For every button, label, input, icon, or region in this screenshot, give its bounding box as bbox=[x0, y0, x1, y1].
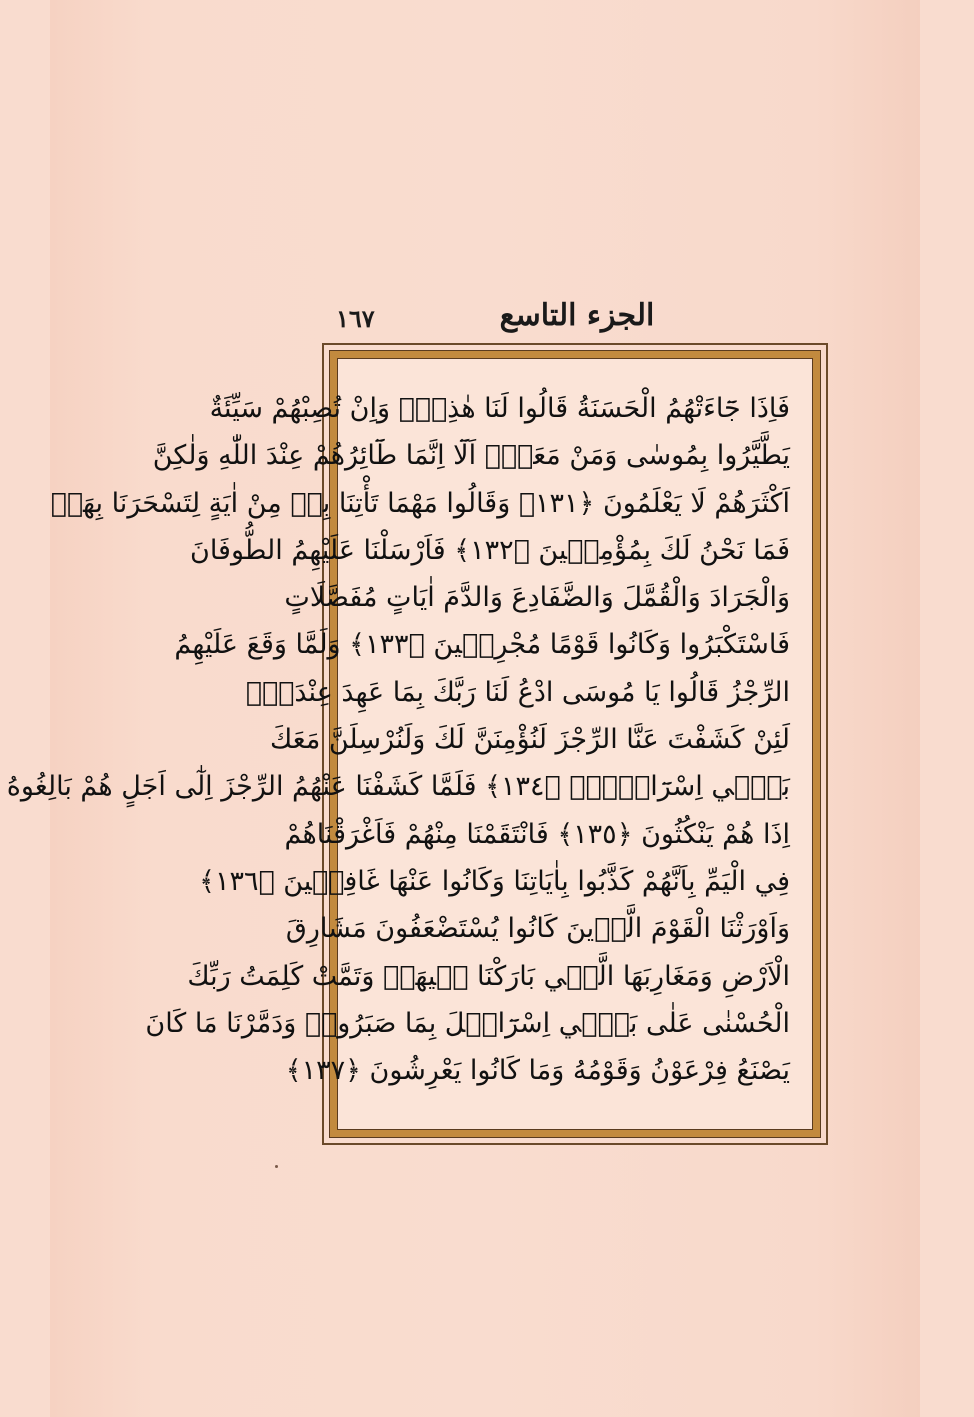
verse-line: يَطَّيَّرُوا بِمُوسٰى وَمَنْ مَعَهُۜ اَلَٓا اِنَّمَا طَٓائِرُهُمْ عِنْدَ اللّٰهِ وَلٰكِنَّ bbox=[152, 440, 790, 472]
verse-line: اَكْثَرَهُمْ لَا يَعْلَمُونَ ﴿١٣١﴾ وَقَالُوا مَهْمَا تَأْتِنَا بِهٖ مِنْ اٰيَةٍ لِتَسْحَرَنَا بِهَاۙ bbox=[50, 487, 790, 519]
verse-line: فَاسْتَكْبَرُوا وَكَانُوا قَوْمًا مُجْرِمٖينَ ﴿١٣٣﴾ وَلَمَّا وَقَعَ عَلَيْهِمُ bbox=[174, 629, 790, 661]
verse-line: فَمَا نَحْنُ لَكَ بِمُؤْمِنٖينَ ﴿١٣٢﴾ فَاَرْسَلْنَا عَلَيْهِمُ الطُّوفَانَ bbox=[190, 534, 790, 566]
text-panel bbox=[6, 359, 812, 1129]
verse-line: وَالْجَرَادَ وَالْقُمَّلَ وَالضَّفَادِعَ وَالدَّمَ اٰيَاتٍ مُفَصَّلَاتٍ bbox=[284, 582, 790, 614]
verse-line: الْاَرْضِ وَمَغَارِبَهَا الَّتٖي بَارَكْنَا فٖيهَاۜ وَتَمَّتْ كَلِمَتُ رَبِّكَ bbox=[187, 960, 790, 992]
verse-line: اِذَا هُمْ يَنْكُثُونَ ﴿١٣٥﴾ فَانْتَقَمْنَا مِنْهُمْ فَاَغْرَقْنَاهُمْ bbox=[284, 818, 790, 850]
verse-line: فِي الْيَمِّ بِاَنَّهُمْ كَذَّبُوا بِاٰيَاتِنَا وَكَانُوا عَنْهَا غَافِلٖينَ ﴿١٣٦﴾ bbox=[199, 865, 790, 897]
verse-line: الرِّجْزُ قَالُوا يَا مُوسَى ادْعُ لَنَا رَبَّكَ بِمَا عَهِدَ عِنْدَكَۚ bbox=[245, 676, 790, 708]
paper-speck bbox=[275, 1165, 278, 1168]
juz-title: الجزء التاسع bbox=[499, 298, 655, 333]
verse-line: وَاَوْرَثْنَا الْقَوْمَ الَّذٖينَ كَانُوا يُسْتَضْعَفُونَ مَشَارِقَ bbox=[285, 913, 790, 945]
page-number: ١٦٧ bbox=[336, 304, 375, 333]
ornamental-frame bbox=[6, 343, 828, 1145]
verse-line: يَصْنَعُ فِرْعَوْنُ وَقَوْمُهُ وَمَا كَانُوا يَعْرِشُونَ ﴿١٣٧﴾ bbox=[285, 1055, 790, 1087]
verse-line: بَنٖٓي اِسْرَٓائٖلَۚ ﴿١٣٤﴾ فَلَمَّا كَشَفْنَا عَنْهُمُ الرِّجْزَ اِلٰٓى اَجَلٍ هُمْ بَالِغُوهُ bbox=[6, 771, 790, 803]
verse-line: لَئِنْ كَشَفْتَ عَنَّا الرِّجْزَ لَنُؤْمِنَنَّ لَكَ وَلَنُرْسِلَنَّ مَعَكَ bbox=[270, 724, 790, 756]
verse-line: الْحُسْنٰى عَلٰى بَنٖٓي اِسْرَٓائٖلَ بِمَا صَبَرُواۜ وَدَمَّرْنَا مَا كَانَ bbox=[145, 1007, 790, 1039]
verse-line: فَاِذَا جَٓاءَتْهُمُ الْحَسَنَةُ قَالُوا لَنَا هٰذِهٖۚ وَاِنْ تُصِبْهُمْ سَيِّئَةٌ bbox=[209, 393, 790, 424]
page-header bbox=[322, 292, 828, 342]
verse-text-block bbox=[6, 385, 790, 1103]
